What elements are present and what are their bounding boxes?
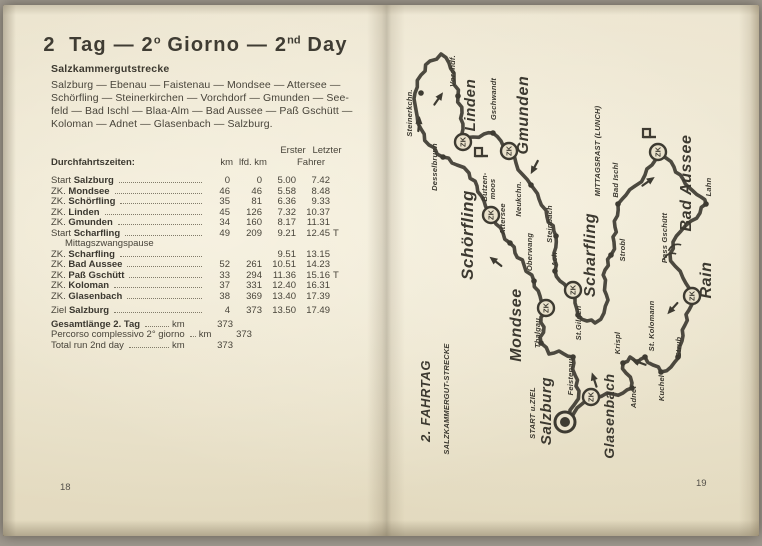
map-town-label: Rain (698, 261, 715, 299)
row-name: Schörfling (68, 196, 116, 207)
table-header (51, 143, 371, 176)
transit-times-table (51, 143, 371, 351)
map-place-label: Gschwandt (489, 77, 498, 121)
map-town-label: Schörfling (458, 189, 477, 281)
direction-arrow-icon (588, 371, 599, 387)
cell-lfd-km: 209 (246, 227, 262, 239)
town-dot (553, 233, 559, 239)
map-town-label: Salzburg (538, 376, 555, 446)
dotted-leader (125, 235, 202, 236)
title-part: nd (287, 34, 301, 47)
row-name: Paß Gschütt (68, 269, 125, 281)
map-place-label: Bad Ischl (611, 162, 620, 198)
cell-suffix: T (333, 227, 339, 239)
direction-arrow-icon (528, 159, 541, 176)
cell-erster: 9.21 (277, 227, 296, 239)
dotted-leader (119, 182, 202, 183)
zk-bad-aussee (650, 144, 666, 160)
flag-gmunden-icon (475, 148, 488, 156)
cell-lfd-km: 160 (246, 217, 262, 228)
table-note-row (51, 239, 371, 250)
map-place-label: Neukchn. (514, 181, 523, 217)
col-header-letzter: Letzter (312, 145, 342, 156)
total-label: Total run 2nd day (51, 339, 124, 351)
table-row (51, 176, 371, 187)
cell-lfd-km: 261 (246, 259, 262, 270)
cell-lfd-km: 46 (251, 185, 262, 197)
cell-erster: 7.32 (277, 206, 296, 218)
dotted-leader (120, 203, 202, 204)
map-place-label: Pass Gschütt (660, 212, 669, 264)
total-value: 373 (217, 339, 233, 351)
map-place-label: Strub (674, 336, 683, 358)
table-row (51, 292, 371, 303)
table-totals (51, 320, 371, 352)
zk-scharfling (565, 282, 581, 298)
cell-lfd-km: 81 (251, 196, 262, 207)
row-name: Mondsee (68, 185, 110, 197)
flag-bad-aussee-icon (643, 129, 656, 137)
total-unit: km (172, 339, 185, 351)
zk-checkpoint-label: ZK (541, 303, 551, 313)
map-town-label: Glasenbach (601, 373, 617, 459)
town-dot (531, 278, 537, 284)
zk-checkpoint-label: ZK (458, 137, 468, 147)
row-prefix: ZK. (51, 259, 69, 270)
zk-checkpoint-label: ZK (586, 392, 596, 402)
col-header-km: km (220, 157, 233, 168)
cell-letzter: 10.37 (306, 206, 330, 218)
direction-arrow-icon (665, 301, 680, 317)
cell-erster: 5.00 (277, 175, 296, 186)
town-dot (615, 201, 621, 207)
map-place-label: St.Gilgen (574, 305, 583, 341)
row-prefix: Start (51, 175, 74, 186)
cell-km: 37 (219, 280, 230, 291)
map-place-label: Steinbach (545, 205, 554, 243)
row-name: Glasenbach (68, 290, 123, 302)
note-label: Mittagszwangspause (65, 238, 154, 249)
cell-erster: 8.17 (277, 217, 296, 228)
cell-letzter: 7.42 (311, 175, 330, 186)
total-value: 373 (217, 318, 233, 330)
zk-glasenbach (583, 389, 599, 405)
zk-schoerfling (483, 207, 499, 223)
cell-erster: 13.40 (272, 290, 296, 302)
map-town-label: Bad Aussee (678, 134, 695, 232)
cell-letzter: 12.45 (306, 227, 330, 239)
cell-letzter: 11.31 (306, 217, 330, 228)
dotted-leader (129, 277, 202, 278)
section-heading: Salzkammergutstrecke (51, 63, 170, 75)
map-place-label: Feistenau (566, 358, 575, 396)
map-place-label: Adnet (629, 385, 638, 409)
row-prefix: ZK. (51, 185, 69, 197)
row-prefix: Start (51, 227, 74, 239)
map-place-label: Attersee (498, 203, 507, 235)
total-label: Gesamtlänge 2. Tag (51, 318, 141, 330)
cell-erster: 11.36 (272, 269, 296, 281)
route-line: Koloman — Adnet — Glasenbach — Salzburg. (51, 118, 273, 130)
dotted-leader (115, 193, 202, 194)
zk-checkpoint-label: ZK (568, 285, 578, 295)
map-town-label: 2. FAHRTAG (418, 359, 433, 443)
town-dot (658, 369, 664, 375)
cell-letzter: 15.16 (306, 269, 330, 281)
cell-letzter: 17.49 (306, 305, 330, 316)
map-town-label: Scharfling (582, 212, 599, 298)
map-place-label: Strobl (618, 238, 627, 262)
dotted-leader (145, 326, 169, 327)
total-label: Percorso complessivo 2° giorno (51, 329, 185, 340)
row-prefix: ZK. (51, 248, 69, 260)
map-place-label: Kuchel (657, 374, 666, 402)
col-header-erster: Erster (280, 145, 306, 156)
cell-km: 45 (219, 206, 230, 218)
dotted-leader (118, 224, 202, 225)
map-place-label: moos (488, 178, 497, 200)
zk-checkpoint-label: ZK (486, 210, 496, 220)
map-place-label: Lahn (704, 177, 713, 197)
zk-mondsee (538, 300, 554, 316)
zk-linden (455, 134, 471, 150)
page-title (43, 34, 348, 57)
map-place-label: Oberwang (525, 232, 534, 272)
cell-lfd-km: 294 (246, 269, 262, 281)
cell-km: 35 (219, 196, 230, 207)
row-name: Scharfling (68, 248, 115, 260)
cell-lfd-km: 331 (246, 280, 262, 291)
cell-erster: 5.58 (277, 185, 296, 197)
table-row (51, 218, 371, 229)
cell-letzter: 16.31 (306, 280, 330, 291)
cell-erster: 9.51 (277, 248, 296, 260)
cell-km: 38 (219, 290, 230, 302)
book-spread (3, 5, 759, 536)
title-part: 2 Tag — 2 (43, 34, 154, 56)
map-place-label: St. Kolomann (647, 300, 656, 352)
map-town-label: Gmunden (515, 75, 532, 155)
row-prefix: Ziel (51, 305, 69, 316)
page-number-right: 19 (696, 478, 707, 489)
zk-checkpoint-label: ZK (687, 291, 697, 301)
dotted-leader (127, 298, 202, 299)
town-dot (620, 360, 626, 366)
col-header-fahrer: Fahrer (297, 157, 325, 168)
dotted-leader (114, 287, 202, 288)
cell-km: 34 (219, 217, 230, 228)
cell-km: 46 (219, 185, 230, 197)
table-row (51, 260, 371, 271)
cell-km: 33 (219, 269, 230, 281)
cell-letzter: 17.39 (306, 290, 330, 302)
table-total-row (51, 330, 371, 341)
row-name: Linden (68, 206, 100, 218)
map-place-label: Desselbrunn (430, 143, 439, 191)
cell-erster: 10.51 (272, 259, 296, 270)
row-name: Bad Aussee (68, 259, 123, 270)
cell-suffix: T (333, 269, 339, 281)
cell-km: 0 (224, 175, 230, 186)
map-place-label: Vorchdf. (448, 55, 457, 87)
map-place-label: Steinerkchn. (405, 89, 414, 137)
map-place-label: Krispl (613, 331, 622, 355)
direction-arrow-icon (431, 90, 446, 106)
map-place-label: START u.ZIEL (528, 387, 537, 439)
town-dot (703, 201, 709, 207)
col-header-lfd-km: lfd. km (239, 157, 267, 168)
map-town-label: Mondsee (508, 288, 525, 362)
row-prefix: ZK. (51, 269, 69, 281)
total-unit: km (172, 318, 185, 330)
cell-letzter: 13.15 (306, 248, 330, 260)
row-prefix: ZK. (51, 196, 69, 207)
map-place-label: Thalgau (533, 317, 542, 349)
direction-arrow-icon (487, 254, 503, 269)
route-line: Salzburg — Ebenau — Faistenau — Mondsee — Attersee — (51, 79, 341, 91)
town-dot (440, 154, 446, 160)
cell-lfd-km: 126 (246, 206, 262, 218)
cell-km: 4 (224, 305, 230, 316)
start-finish-icon (555, 412, 575, 432)
cell-km: 49 (219, 227, 230, 239)
table-row (51, 197, 371, 208)
row-name: Gmunden (68, 217, 113, 228)
dotted-leader (105, 214, 202, 215)
route-line: feld — Bad Ischl — Blaa-Alm — Bad Aussee — Paß Gschütt — (51, 105, 353, 117)
cell-erster: 12.40 (272, 280, 296, 291)
row-name: Salzburg (73, 175, 114, 186)
map-town-label: Linden (462, 78, 479, 132)
map-place-label: MITTAGSRAST (LUNCH) (593, 105, 602, 197)
cell-letzter: 9.33 (311, 196, 330, 207)
map-place-label: SALZKAMMERGUT-STRECKE (442, 343, 451, 455)
total-value: 373 (236, 329, 252, 340)
cell-lfd-km: 373 (246, 305, 262, 316)
dotted-leader (190, 336, 196, 337)
title-part: Giorno — 2 (160, 34, 288, 56)
map-place-label: Butzen- (480, 172, 489, 202)
route-line: Schörfling — Steinerkirchen — Vorchdorf — Gmunden — See- (51, 92, 349, 104)
page-number-left: 18 (60, 482, 71, 493)
cell-km: 52 (219, 259, 230, 270)
cell-lfd-km: 0 (256, 175, 262, 186)
table-rows (51, 176, 371, 317)
town-dot (418, 90, 424, 96)
zk-checkpoint-label: ZK (653, 147, 663, 157)
town-dot (455, 93, 461, 99)
dotted-leader (114, 312, 202, 313)
dotted-leader (127, 266, 202, 267)
cell-letzter: 14.23 (306, 259, 330, 270)
dotted-leader (120, 256, 202, 257)
total-unit: km (198, 329, 212, 340)
row-prefix: ZK. (51, 290, 69, 302)
row-name: Salzburg (68, 305, 110, 316)
dotted-leader (129, 347, 169, 348)
table-heading: Durchfahrtszeiten: (51, 157, 135, 168)
page-right (383, 5, 759, 536)
table-row (51, 281, 371, 292)
title-part: o (153, 34, 161, 47)
table-total-row (51, 341, 371, 352)
row-name: Koloman (68, 280, 110, 291)
title-part: Day (300, 34, 348, 56)
zk-checkpoint-label: ZK (504, 146, 514, 156)
town-dot (490, 130, 496, 136)
map-place-label: u.Ach (550, 252, 559, 274)
page-left (3, 5, 383, 536)
town-dot (528, 182, 534, 188)
route-map (383, 5, 759, 546)
town-dot (507, 240, 513, 246)
cell-erster: 13.50 (272, 305, 296, 316)
row-name: Scharfling (73, 227, 121, 239)
town-dot (608, 252, 614, 258)
row-prefix: ZK. (51, 280, 69, 291)
row-prefix: ZK. (51, 206, 69, 218)
row-prefix: ZK. (51, 217, 69, 228)
cell-letzter: 8.48 (311, 185, 330, 197)
town-dot (642, 354, 648, 360)
table-row (51, 306, 371, 317)
route-description (51, 79, 373, 131)
cell-erster: 6.36 (277, 196, 296, 207)
cell-lfd-km: 369 (246, 290, 262, 302)
